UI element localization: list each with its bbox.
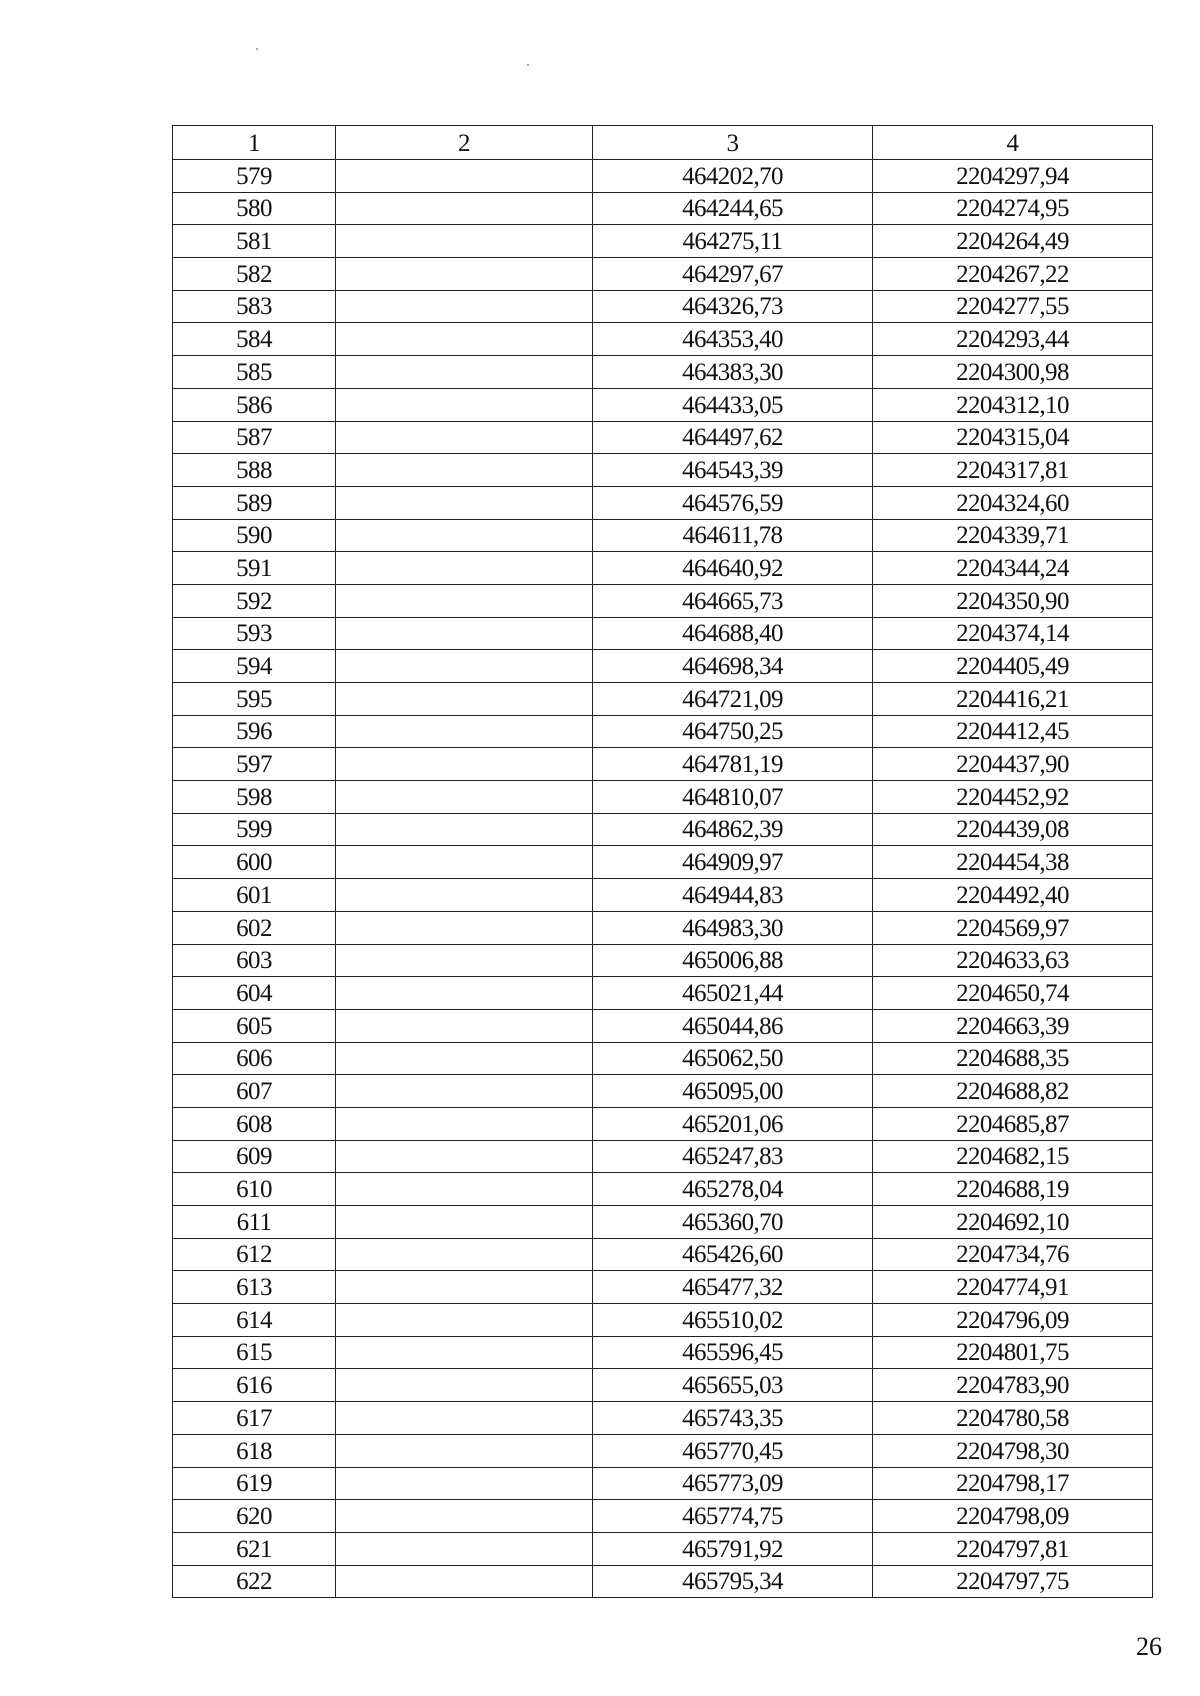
description-cell	[336, 519, 593, 552]
x-coordinate-cell: 464781,19	[593, 748, 873, 781]
y-coordinate-cell: 2204774,91	[873, 1271, 1153, 1304]
table-row	[173, 290, 1153, 323]
y-coordinate-cell: 2204688,35	[873, 1042, 1153, 1075]
y-coordinate-cell: 2204416,21	[873, 683, 1153, 716]
point-number-cell: 605	[173, 1009, 336, 1042]
x-coordinate-cell: 464297,67	[593, 258, 873, 291]
x-coordinate-cell: 465006,88	[593, 944, 873, 977]
point-number-cell: 601	[173, 879, 336, 912]
table-row	[173, 1369, 1153, 1402]
description-cell	[336, 1042, 593, 1075]
point-number-cell: 579	[173, 160, 336, 193]
x-coordinate-cell: 465477,32	[593, 1271, 873, 1304]
y-coordinate-cell: 2204692,10	[873, 1206, 1153, 1239]
y-coordinate-cell: 2204344,24	[873, 552, 1153, 585]
header-cell-col-1: 1	[173, 126, 336, 160]
table-row	[173, 1238, 1153, 1271]
table-row	[173, 748, 1153, 781]
table-row	[173, 1304, 1153, 1337]
x-coordinate-cell: 465774,75	[593, 1500, 873, 1533]
point-number-cell: 613	[173, 1271, 336, 1304]
y-coordinate-cell: 2204274,95	[873, 192, 1153, 225]
y-coordinate-cell: 2204797,75	[873, 1565, 1153, 1598]
point-number-cell: 590	[173, 519, 336, 552]
table-body	[173, 160, 1153, 1598]
point-number-cell: 608	[173, 1107, 336, 1140]
table-row	[173, 192, 1153, 225]
description-cell	[336, 225, 593, 258]
y-coordinate-cell: 2204264,49	[873, 225, 1153, 258]
description-cell	[336, 1140, 593, 1173]
table-row	[173, 1565, 1153, 1598]
description-cell	[336, 1467, 593, 1500]
table-row	[173, 1075, 1153, 1108]
table-row	[173, 486, 1153, 519]
point-number-cell: 603	[173, 944, 336, 977]
description-cell	[336, 584, 593, 617]
point-number-cell: 611	[173, 1206, 336, 1239]
description-cell	[336, 977, 593, 1010]
table-row	[173, 1532, 1153, 1565]
header-cell-col-4: 4	[873, 126, 1153, 160]
x-coordinate-cell: 464202,70	[593, 160, 873, 193]
table-row	[173, 1140, 1153, 1173]
table-row	[173, 225, 1153, 258]
y-coordinate-cell: 2204688,82	[873, 1075, 1153, 1108]
description-cell	[336, 192, 593, 225]
description-cell	[336, 454, 593, 487]
y-coordinate-cell: 2204492,40	[873, 879, 1153, 912]
description-cell	[336, 748, 593, 781]
x-coordinate-cell: 465278,04	[593, 1173, 873, 1206]
table-row	[173, 552, 1153, 585]
point-number-cell: 587	[173, 421, 336, 454]
x-coordinate-cell: 464497,62	[593, 421, 873, 454]
table-row	[173, 1206, 1153, 1239]
point-number-cell: 614	[173, 1304, 336, 1337]
description-cell	[336, 1434, 593, 1467]
point-number-cell: 606	[173, 1042, 336, 1075]
table-row	[173, 650, 1153, 683]
y-coordinate-cell: 2204633,63	[873, 944, 1153, 977]
y-coordinate-cell: 2204267,22	[873, 258, 1153, 291]
x-coordinate-cell: 464750,25	[593, 715, 873, 748]
description-cell	[336, 1173, 593, 1206]
x-coordinate-cell: 464688,40	[593, 617, 873, 650]
x-coordinate-cell: 464576,59	[593, 486, 873, 519]
point-number-cell: 588	[173, 454, 336, 487]
table-row	[173, 323, 1153, 356]
x-coordinate-cell: 464944,83	[593, 879, 873, 912]
x-coordinate-cell: 464383,30	[593, 356, 873, 389]
table-row	[173, 1107, 1153, 1140]
description-cell	[336, 1304, 593, 1337]
description-cell	[336, 1500, 593, 1533]
point-number-cell: 580	[173, 192, 336, 225]
y-coordinate-cell: 2204439,08	[873, 813, 1153, 846]
description-cell	[336, 1336, 593, 1369]
y-coordinate-cell: 2204315,04	[873, 421, 1153, 454]
x-coordinate-cell: 465795,34	[593, 1565, 873, 1598]
description-cell	[336, 356, 593, 389]
description-cell	[336, 911, 593, 944]
x-coordinate-cell: 464698,34	[593, 650, 873, 683]
point-number-cell: 589	[173, 486, 336, 519]
y-coordinate-cell: 2204324,60	[873, 486, 1153, 519]
description-cell	[336, 617, 593, 650]
point-number-cell: 585	[173, 356, 336, 389]
header-cell-col-3: 3	[593, 126, 873, 160]
x-coordinate-cell: 465655,03	[593, 1369, 873, 1402]
y-coordinate-cell: 2204798,17	[873, 1467, 1153, 1500]
description-cell	[336, 1402, 593, 1435]
description-cell	[336, 715, 593, 748]
description-cell	[336, 1238, 593, 1271]
y-coordinate-cell: 2204798,30	[873, 1434, 1153, 1467]
y-coordinate-cell: 2204300,98	[873, 356, 1153, 389]
description-cell	[336, 421, 593, 454]
x-coordinate-cell: 465201,06	[593, 1107, 873, 1140]
table-row	[173, 1434, 1153, 1467]
table-row	[173, 1042, 1153, 1075]
x-coordinate-cell: 464862,39	[593, 813, 873, 846]
y-coordinate-cell: 2204663,39	[873, 1009, 1153, 1042]
y-coordinate-cell: 2204350,90	[873, 584, 1153, 617]
description-cell	[336, 1107, 593, 1140]
point-number-cell: 612	[173, 1238, 336, 1271]
coordinates-table	[172, 125, 1153, 1598]
x-coordinate-cell: 465791,92	[593, 1532, 873, 1565]
table-row	[173, 617, 1153, 650]
y-coordinate-cell: 2204650,74	[873, 977, 1153, 1010]
x-coordinate-cell: 465044,86	[593, 1009, 873, 1042]
point-number-cell: 598	[173, 781, 336, 814]
x-coordinate-cell: 465360,70	[593, 1206, 873, 1239]
x-coordinate-cell: 465596,45	[593, 1336, 873, 1369]
x-coordinate-cell: 464721,09	[593, 683, 873, 716]
description-cell	[336, 1565, 593, 1598]
y-coordinate-cell: 2204798,09	[873, 1500, 1153, 1533]
point-number-cell: 602	[173, 911, 336, 944]
description-cell	[336, 323, 593, 356]
table-row	[173, 911, 1153, 944]
point-number-cell: 610	[173, 1173, 336, 1206]
y-coordinate-cell: 2204801,75	[873, 1336, 1153, 1369]
point-number-cell: 591	[173, 552, 336, 585]
description-cell	[336, 683, 593, 716]
y-coordinate-cell: 2204682,15	[873, 1140, 1153, 1173]
description-cell	[336, 160, 593, 193]
point-number-cell: 586	[173, 388, 336, 421]
point-number-cell: 607	[173, 1075, 336, 1108]
description-cell	[336, 1009, 593, 1042]
table-row	[173, 1467, 1153, 1500]
y-coordinate-cell: 2204734,76	[873, 1238, 1153, 1271]
description-cell	[336, 552, 593, 585]
table-row	[173, 1271, 1153, 1304]
table-row	[173, 977, 1153, 1010]
x-coordinate-cell: 465743,35	[593, 1402, 873, 1435]
y-coordinate-cell: 2204374,14	[873, 617, 1153, 650]
point-number-cell: 592	[173, 584, 336, 617]
y-coordinate-cell: 2204569,97	[873, 911, 1153, 944]
y-coordinate-cell: 2204780,58	[873, 1402, 1153, 1435]
point-number-cell: 604	[173, 977, 336, 1010]
x-coordinate-cell: 465095,00	[593, 1075, 873, 1108]
table-row	[173, 258, 1153, 291]
y-coordinate-cell: 2204412,45	[873, 715, 1153, 748]
x-coordinate-cell: 465247,83	[593, 1140, 873, 1173]
description-cell	[336, 388, 593, 421]
table-row	[173, 1009, 1153, 1042]
point-number-cell: 593	[173, 617, 336, 650]
x-coordinate-cell: 465062,50	[593, 1042, 873, 1075]
point-number-cell: 596	[173, 715, 336, 748]
description-cell	[336, 290, 593, 323]
page-number: 26	[1136, 1632, 1162, 1661]
y-coordinate-cell: 2204688,19	[873, 1173, 1153, 1206]
table-row	[173, 683, 1153, 716]
description-cell	[336, 1271, 593, 1304]
point-number-cell: 584	[173, 323, 336, 356]
x-coordinate-cell: 464244,65	[593, 192, 873, 225]
description-cell	[336, 258, 593, 291]
y-coordinate-cell: 2204405,49	[873, 650, 1153, 683]
scan-speck	[527, 64, 529, 66]
table-row	[173, 846, 1153, 879]
description-cell	[336, 1369, 593, 1402]
description-cell	[336, 813, 593, 846]
table-row	[173, 781, 1153, 814]
table-row	[173, 813, 1153, 846]
y-coordinate-cell: 2204685,87	[873, 1107, 1153, 1140]
point-number-cell: 620	[173, 1500, 336, 1533]
point-number-cell: 616	[173, 1369, 336, 1402]
y-coordinate-cell: 2204796,09	[873, 1304, 1153, 1337]
description-cell	[336, 879, 593, 912]
table-row	[173, 356, 1153, 389]
x-coordinate-cell: 465770,45	[593, 1434, 873, 1467]
point-number-cell: 599	[173, 813, 336, 846]
point-number-cell: 618	[173, 1434, 336, 1467]
description-cell	[336, 846, 593, 879]
table-row	[173, 879, 1153, 912]
x-coordinate-cell: 464810,07	[593, 781, 873, 814]
x-coordinate-cell: 465426,60	[593, 1238, 873, 1271]
table-row	[173, 454, 1153, 487]
point-number-cell: 615	[173, 1336, 336, 1369]
scan-speck	[256, 48, 258, 50]
x-coordinate-cell: 464909,97	[593, 846, 873, 879]
y-coordinate-cell: 2204797,81	[873, 1532, 1153, 1565]
x-coordinate-cell: 464640,92	[593, 552, 873, 585]
table-row	[173, 1173, 1153, 1206]
description-cell	[336, 944, 593, 977]
x-coordinate-cell: 465021,44	[593, 977, 873, 1010]
description-cell	[336, 1206, 593, 1239]
x-coordinate-cell: 464433,05	[593, 388, 873, 421]
description-cell	[336, 486, 593, 519]
point-number-cell: 619	[173, 1467, 336, 1500]
table-header-row	[173, 126, 1153, 160]
y-coordinate-cell: 2204452,92	[873, 781, 1153, 814]
x-coordinate-cell: 464275,11	[593, 225, 873, 258]
y-coordinate-cell: 2204317,81	[873, 454, 1153, 487]
point-number-cell: 600	[173, 846, 336, 879]
table-row	[173, 1500, 1153, 1533]
x-coordinate-cell: 464326,73	[593, 290, 873, 323]
y-coordinate-cell: 2204297,94	[873, 160, 1153, 193]
x-coordinate-cell: 464983,30	[593, 911, 873, 944]
point-number-cell: 609	[173, 1140, 336, 1173]
point-number-cell: 582	[173, 258, 336, 291]
point-number-cell: 617	[173, 1402, 336, 1435]
x-coordinate-cell: 465773,09	[593, 1467, 873, 1500]
y-coordinate-cell: 2204437,90	[873, 748, 1153, 781]
description-cell	[336, 650, 593, 683]
y-coordinate-cell: 2204339,71	[873, 519, 1153, 552]
x-coordinate-cell: 464611,78	[593, 519, 873, 552]
y-coordinate-cell: 2204454,38	[873, 846, 1153, 879]
point-number-cell: 597	[173, 748, 336, 781]
point-number-cell: 594	[173, 650, 336, 683]
point-number-cell: 621	[173, 1532, 336, 1565]
table-row	[173, 388, 1153, 421]
x-coordinate-cell: 464665,73	[593, 584, 873, 617]
point-number-cell: 595	[173, 683, 336, 716]
point-number-cell: 583	[173, 290, 336, 323]
description-cell	[336, 781, 593, 814]
table-row	[173, 519, 1153, 552]
table-row	[173, 715, 1153, 748]
y-coordinate-cell: 2204783,90	[873, 1369, 1153, 1402]
description-cell	[336, 1532, 593, 1565]
header-cell-col-2: 2	[336, 126, 593, 160]
x-coordinate-cell: 464543,39	[593, 454, 873, 487]
x-coordinate-cell: 464353,40	[593, 323, 873, 356]
y-coordinate-cell: 2204293,44	[873, 323, 1153, 356]
point-number-cell: 622	[173, 1565, 336, 1598]
x-coordinate-cell: 465510,02	[593, 1304, 873, 1337]
table-row	[173, 944, 1153, 977]
table-row	[173, 421, 1153, 454]
table-row	[173, 1336, 1153, 1369]
description-cell	[336, 1075, 593, 1108]
point-number-cell: 581	[173, 225, 336, 258]
table-row	[173, 1402, 1153, 1435]
y-coordinate-cell: 2204312,10	[873, 388, 1153, 421]
table-row	[173, 160, 1153, 193]
y-coordinate-cell: 2204277,55	[873, 290, 1153, 323]
table-row	[173, 584, 1153, 617]
